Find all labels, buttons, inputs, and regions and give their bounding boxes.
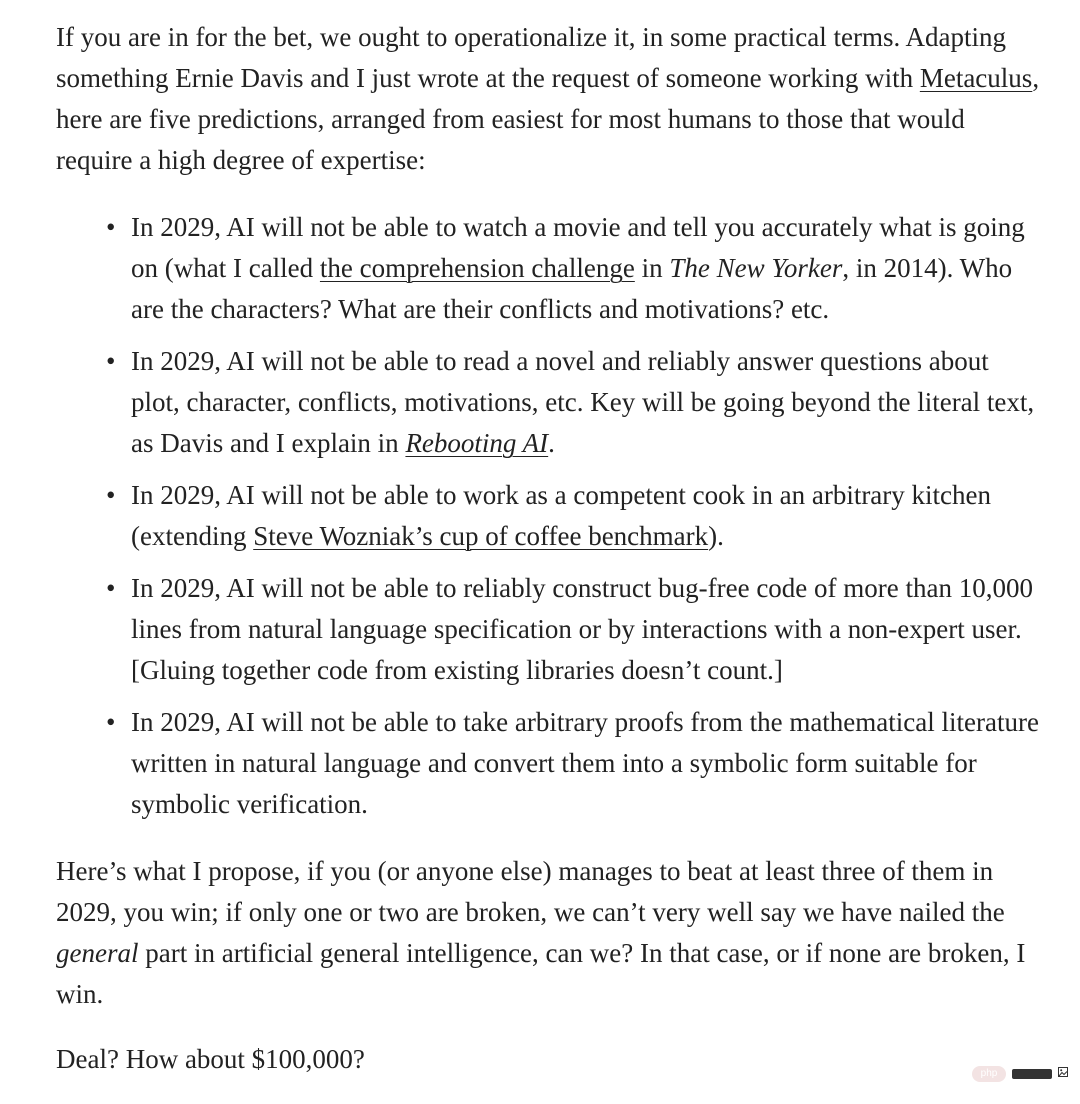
prediction-text: . xyxy=(548,428,555,458)
proposal-text-2: part in artificial general intelligence, can we? In that case, or if none are broken, I win. xyxy=(56,938,1026,1009)
intro-text-2: , here are five predictions, arranged from easiest for most humans to those that would require a high degree of expertise: xyxy=(56,63,1040,175)
metaculus-link[interactable]: Metaculus xyxy=(919,63,1033,93)
prediction-text: , in 2014). Who are the characters? What are their conflicts and motivations? etc. xyxy=(131,253,1013,324)
article-body xyxy=(56,17,1041,1080)
prediction-text: In 2029, AI will not be able to take arbitrary proofs from the mathematical literature written in natural language and convert them into a symbolic form suitable for symbolic verification. xyxy=(131,707,1039,819)
list-item xyxy=(106,341,1041,464)
emphasis-general: general xyxy=(56,938,139,968)
watermark-bar xyxy=(1012,1069,1052,1079)
bullet-icon: • xyxy=(106,707,116,737)
proposal-text-1: Here’s what I propose, if you (or anyone else) manages to beat at least three of them in 2029, you win; if only one or two are broken, we can’t very well say we have nailed the xyxy=(56,856,1005,927)
closing-paragraph: Deal? How about $100,000? xyxy=(56,1044,365,1074)
list-item xyxy=(106,475,1041,557)
proposal-paragraph xyxy=(56,851,1041,1015)
comprehension-challenge-link[interactable]: the comprehension challenge xyxy=(319,253,635,283)
prediction-text: In 2029, AI will not be able to work as a competent cook in an arbitrary kitchen (extending xyxy=(131,480,992,551)
publication-title: The New Yorker xyxy=(669,253,843,283)
list-item xyxy=(106,702,1041,825)
bullet-icon: • xyxy=(106,212,116,242)
list-item xyxy=(106,207,1041,330)
bullet-icon: • xyxy=(106,346,116,376)
prediction-text: in xyxy=(634,253,670,283)
watermark-logo: php xyxy=(972,1066,1006,1082)
rebooting-ai-link[interactable] xyxy=(405,428,548,458)
prediction-text: In 2029, AI will not be able to watch a movie and tell you accurately what is going on (what I called xyxy=(131,212,1025,283)
bullet-icon: • xyxy=(106,573,116,603)
intro-text-1: If you are in for the bet, we ought to operationalize it, in some practical terms. Adapting something Ernie Davis and I just wrote at the request of someone working with xyxy=(56,22,1006,93)
list-item xyxy=(106,568,1041,691)
bullet-icon: • xyxy=(106,480,116,510)
watermark xyxy=(972,1066,1068,1082)
intro-paragraph xyxy=(56,17,1041,181)
prediction-text: In 2029, AI will not be able to reliably construct bug-free code of more than 10,000 lines from natural language specification or by interactions with a non-expert user. [Gluing together code from existing libraries doesn’t count.] xyxy=(131,573,1033,685)
image-icon xyxy=(1058,1067,1068,1081)
book-title: Rebooting AI xyxy=(405,428,549,458)
prediction-text: ). xyxy=(708,521,724,551)
prediction-text: In 2029, AI will not be able to read a novel and reliably answer questions about plot, character, conflicts, motivations, etc. Key will be going beyond the literal text, as Davis and I explain in xyxy=(131,346,1035,458)
predictions-list xyxy=(56,207,1041,825)
coffee-benchmark-link[interactable]: Steve Wozniak’s cup of coffee benchmark xyxy=(253,521,709,551)
